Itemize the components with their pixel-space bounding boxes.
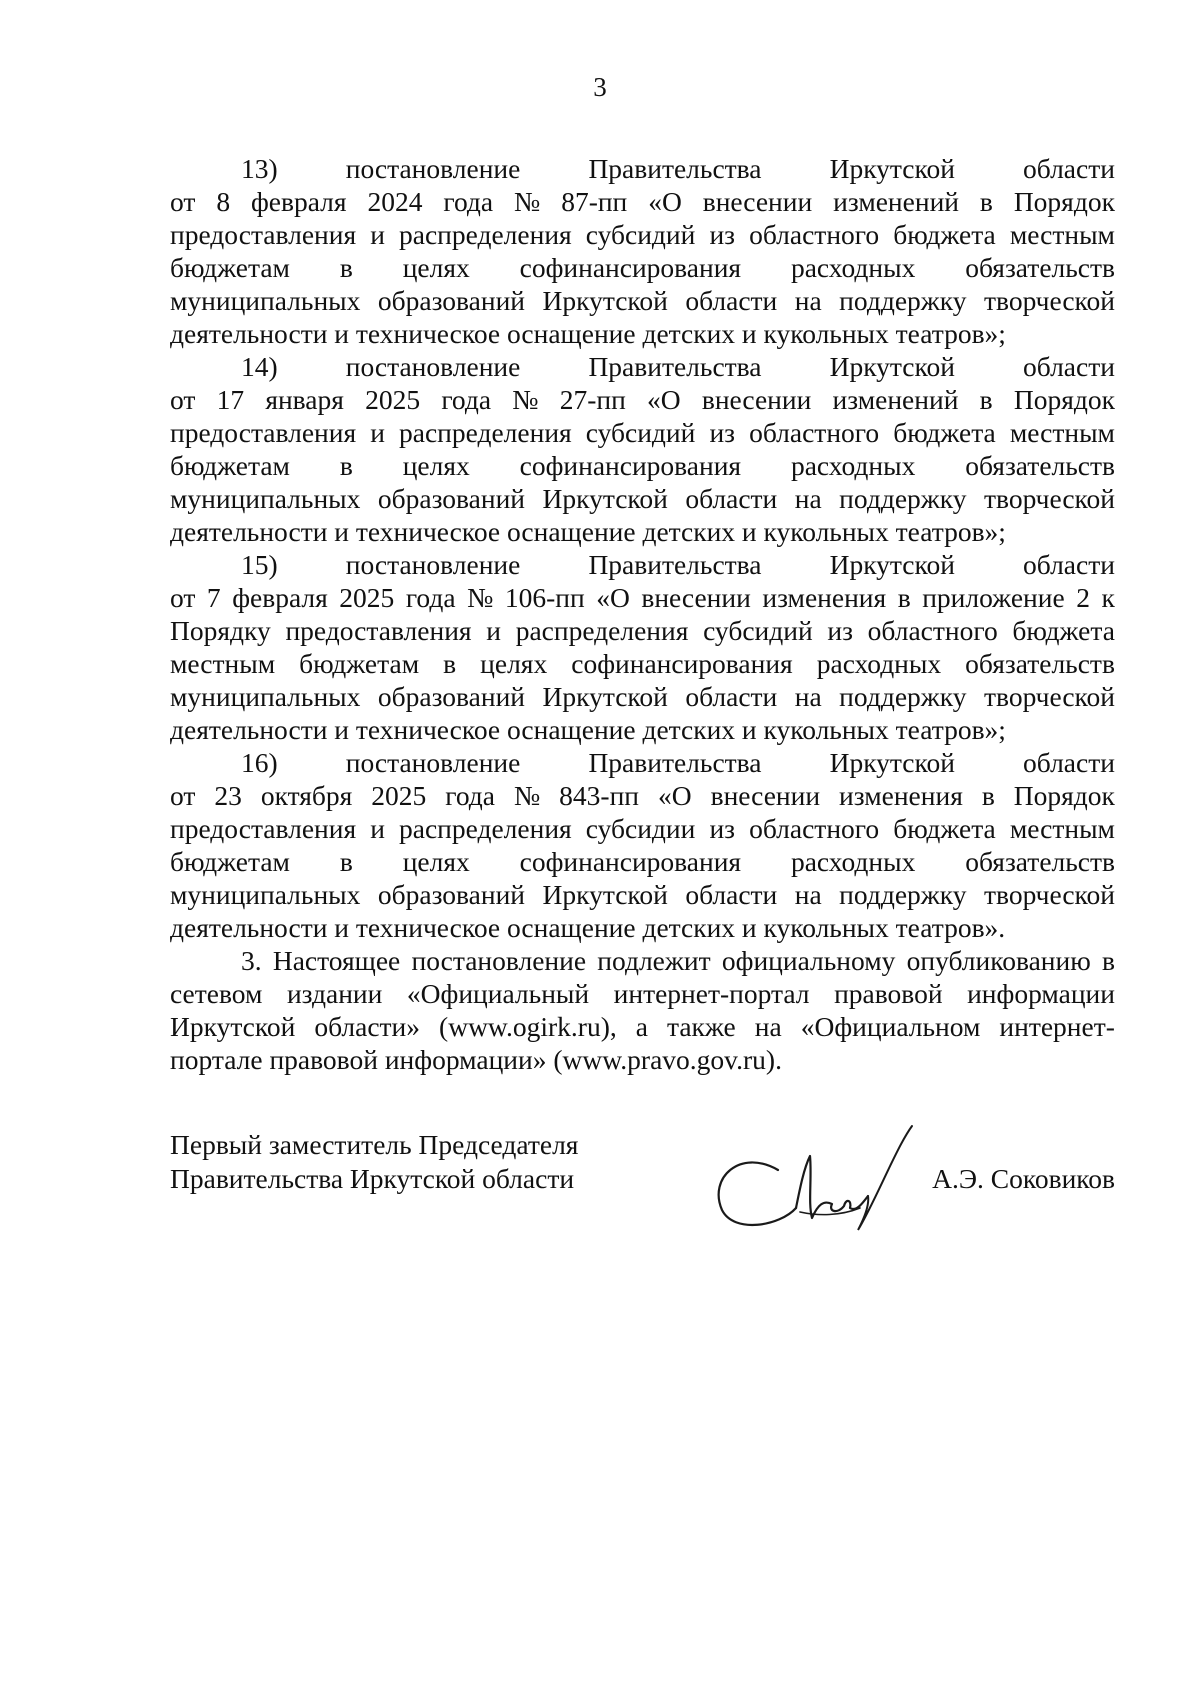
word: 3. <box>241 945 262 976</box>
word: предоставления <box>170 813 357 844</box>
word: в <box>897 582 911 613</box>
text-line <box>170 350 1115 383</box>
text-line <box>170 284 1115 317</box>
word: расходных <box>790 252 916 283</box>
text-line <box>170 482 1115 515</box>
word: Иркутской <box>542 483 668 514</box>
word: в <box>979 186 993 217</box>
word: распределения <box>399 813 572 844</box>
document-body <box>170 152 1115 1076</box>
word: области <box>1023 549 1115 580</box>
word: расходных <box>790 846 916 877</box>
word: февраля <box>250 186 347 217</box>
word: января <box>265 384 344 415</box>
word: Иркутской <box>170 1011 296 1042</box>
word: областного <box>749 813 880 844</box>
word: 13) <box>241 153 278 184</box>
signature-block <box>170 1128 1115 1238</box>
word: предоставления <box>285 615 472 646</box>
text-line <box>170 977 1115 1010</box>
word: года <box>443 186 494 217</box>
word: года <box>405 582 456 613</box>
word: поддержку <box>839 681 967 712</box>
word: в <box>339 252 353 283</box>
word: области <box>685 681 778 712</box>
text-line <box>170 944 1115 977</box>
word: местным <box>1009 417 1115 448</box>
page-number: 3 <box>593 72 607 102</box>
word: в <box>339 450 353 481</box>
text-line <box>170 779 1115 812</box>
text-line: деятельности и техническое оснащение детских и кукольных театров». <box>170 912 1006 943</box>
word: обязательств <box>965 450 1115 481</box>
word: Порядок <box>1013 384 1115 415</box>
word: обязательств <box>965 846 1115 877</box>
word: бюджетам <box>170 252 290 283</box>
word: 14) <box>241 351 278 382</box>
word: на <box>794 285 822 316</box>
word: и <box>486 615 501 646</box>
word: постановление <box>345 549 521 580</box>
word: «О <box>647 384 681 415</box>
word: 23 <box>214 780 242 811</box>
text-line <box>170 218 1115 251</box>
word: образований <box>377 285 526 316</box>
word: области <box>1023 747 1115 778</box>
word: бюджета <box>893 417 996 448</box>
word: расходных <box>816 648 942 679</box>
text-line: портале правовой информации» (www.pravo.gov.ru). <box>170 1044 782 1075</box>
word: обязательств <box>965 252 1115 283</box>
word: правовой <box>834 978 943 1009</box>
word: целях <box>402 846 470 877</box>
word: областного <box>749 417 880 448</box>
word: 7 <box>206 582 221 613</box>
word: субсидии <box>585 813 696 844</box>
word: постановление <box>345 351 521 382</box>
word: софинансирования <box>519 450 742 481</box>
word: муниципальных <box>170 285 361 316</box>
word: 15) <box>241 549 278 580</box>
word: творческой <box>984 483 1115 514</box>
word: в <box>981 780 995 811</box>
word: Порядок <box>1013 186 1115 217</box>
word: к <box>1101 582 1115 613</box>
word: творческой <box>984 285 1115 316</box>
word: 106-пп <box>504 582 585 613</box>
word: поддержку <box>839 285 967 316</box>
word: внесении <box>710 780 821 811</box>
word: опубликованию <box>906 945 1091 976</box>
word: «О <box>648 186 682 217</box>
text-line: деятельности и техническое оснащение детских и кукольных театров»; <box>170 318 1006 349</box>
word: от <box>170 780 196 811</box>
signer-name: А.Э. Соковиков <box>932 1163 1115 1194</box>
text-line: деятельности и техническое оснащение детских и кукольных театров»; <box>170 714 1006 745</box>
word: и <box>370 417 385 448</box>
word: также <box>667 1011 736 1042</box>
text-line <box>170 548 1115 581</box>
word: бюджета <box>893 813 996 844</box>
word: бюджетам <box>170 450 290 481</box>
text-line: деятельности и техническое оснащение детских и кукольных театров»; <box>170 516 1006 547</box>
word: поддержку <box>839 879 967 910</box>
text-line <box>170 614 1115 647</box>
word: в <box>1102 945 1115 976</box>
word: софинансирования <box>519 846 742 877</box>
text-line <box>170 152 1115 185</box>
text-line <box>170 185 1115 218</box>
word: муниципальных <box>170 681 361 712</box>
word: местным <box>170 648 276 679</box>
word: 27-пп <box>559 384 626 415</box>
text-line <box>170 581 1115 614</box>
word: Настоящее <box>272 945 401 976</box>
word: областного <box>867 615 998 646</box>
word: областного <box>749 219 880 250</box>
word: целях <box>480 648 548 679</box>
word: распределения <box>515 615 689 646</box>
word: интернет- <box>999 1011 1115 1042</box>
word: приложение <box>922 582 1065 613</box>
word: образований <box>377 879 526 910</box>
word: Правительства <box>588 351 762 382</box>
word: бюджета <box>1012 615 1115 646</box>
word: на <box>794 879 822 910</box>
word: софинансирования <box>571 648 793 679</box>
word: (www.ogirk.ru), <box>439 1011 617 1042</box>
text-line <box>170 251 1115 284</box>
word: творческой <box>984 681 1115 712</box>
word: Порядку <box>170 615 271 646</box>
word: постановление <box>345 153 521 184</box>
word: муниципальных <box>170 879 361 910</box>
word: целях <box>402 252 470 283</box>
word: сетевом <box>170 978 263 1009</box>
word: Иркутской <box>542 681 668 712</box>
word: Правительства <box>588 153 762 184</box>
word: на <box>794 483 822 514</box>
word: в <box>443 648 457 679</box>
signatory-position <box>170 1128 578 1196</box>
word: февраля <box>232 582 328 613</box>
word: постановление <box>345 747 521 778</box>
word: 17 <box>216 384 245 415</box>
word: целях <box>402 450 470 481</box>
word: внесении <box>701 384 812 415</box>
word: творческой <box>984 879 1115 910</box>
word: от <box>170 582 196 613</box>
text-line <box>170 1010 1115 1043</box>
word: области <box>1023 153 1115 184</box>
word: области <box>685 483 778 514</box>
word: Правительства <box>588 747 762 778</box>
text-line <box>170 647 1115 680</box>
word: области <box>1023 351 1115 382</box>
word: из <box>827 615 853 646</box>
position-line: Правительства Иркутской области <box>170 1163 575 1194</box>
word: 16) <box>241 747 278 778</box>
word: издании <box>286 978 383 1009</box>
word: бюджета <box>893 219 996 250</box>
text-line <box>170 680 1115 713</box>
word: Правительства <box>588 549 762 580</box>
word: постановление <box>411 945 587 976</box>
word: из <box>709 219 736 250</box>
word: из <box>709 417 736 448</box>
word: в <box>979 384 993 415</box>
word: муниципальных <box>170 483 361 514</box>
word: № <box>512 384 539 415</box>
word: местным <box>1009 219 1115 250</box>
position-line: Первый заместитель Председателя <box>170 1129 579 1160</box>
text-line <box>170 383 1115 416</box>
word: распределения <box>399 219 572 250</box>
word: и <box>370 219 385 250</box>
word: образований <box>377 483 526 514</box>
text-line <box>170 845 1115 878</box>
word: от <box>170 384 196 415</box>
text-line <box>170 449 1115 482</box>
word: области» <box>314 1011 421 1042</box>
word: расходных <box>790 450 916 481</box>
word: от <box>170 186 196 217</box>
word: 2025 <box>365 384 421 415</box>
word: обязательств <box>965 648 1115 679</box>
word: а <box>635 1011 648 1042</box>
word: подлежит <box>597 945 711 976</box>
word: года <box>441 384 492 415</box>
word: субсидий <box>585 219 696 250</box>
handwritten-signature <box>700 1108 920 1238</box>
word: 8 <box>216 186 231 217</box>
word: образований <box>377 681 526 712</box>
word: № <box>513 780 541 811</box>
word: Иркутской <box>542 285 668 316</box>
word: поддержку <box>839 483 967 514</box>
word: 2 <box>1076 582 1090 613</box>
word: субсидий <box>585 417 696 448</box>
word: субсидий <box>703 615 813 646</box>
word: «О <box>657 780 692 811</box>
word: внесении <box>641 582 751 613</box>
word: на <box>794 681 822 712</box>
word: «Официальном <box>800 1011 981 1042</box>
word: года <box>445 780 495 811</box>
text-line <box>170 416 1115 449</box>
word: области <box>685 285 778 316</box>
word: 2024 <box>367 186 423 217</box>
word: изменения <box>762 582 887 613</box>
word: и <box>370 813 385 844</box>
word: № <box>514 186 541 217</box>
word: 843-пп <box>559 780 640 811</box>
word: области <box>685 879 778 910</box>
word: интернет-портал <box>613 978 810 1009</box>
word: изменений <box>833 186 959 217</box>
word: в <box>339 846 353 877</box>
word: Иркутской <box>542 879 668 910</box>
word: изменений <box>832 384 959 415</box>
word: октября <box>260 780 353 811</box>
word: 87-пп <box>561 186 628 217</box>
word: распределения <box>399 417 572 448</box>
word: 2025 <box>339 582 395 613</box>
word: Иркутской <box>829 747 955 778</box>
word: внесении <box>702 186 813 217</box>
word: бюджетам <box>299 648 420 679</box>
word: Иркутской <box>829 153 955 184</box>
word: предоставления <box>170 219 357 250</box>
word: изменения <box>839 780 963 811</box>
word: Порядок <box>1013 780 1115 811</box>
word: на <box>754 1011 782 1042</box>
word: софинансирования <box>519 252 742 283</box>
word: Иркутской <box>829 549 955 580</box>
word: официальному <box>721 945 896 976</box>
text-line <box>170 878 1115 911</box>
word: «Официальный <box>406 978 590 1009</box>
text-line <box>170 812 1115 845</box>
word: информации <box>967 978 1115 1009</box>
text-line <box>170 746 1115 779</box>
word: местным <box>1009 813 1115 844</box>
word: предоставления <box>170 417 357 448</box>
word: 2025 <box>371 780 427 811</box>
word: «О <box>596 582 630 613</box>
word: Иркутской <box>829 351 955 382</box>
word: из <box>709 813 736 844</box>
word: № <box>467 582 494 613</box>
word: бюджетам <box>170 846 290 877</box>
